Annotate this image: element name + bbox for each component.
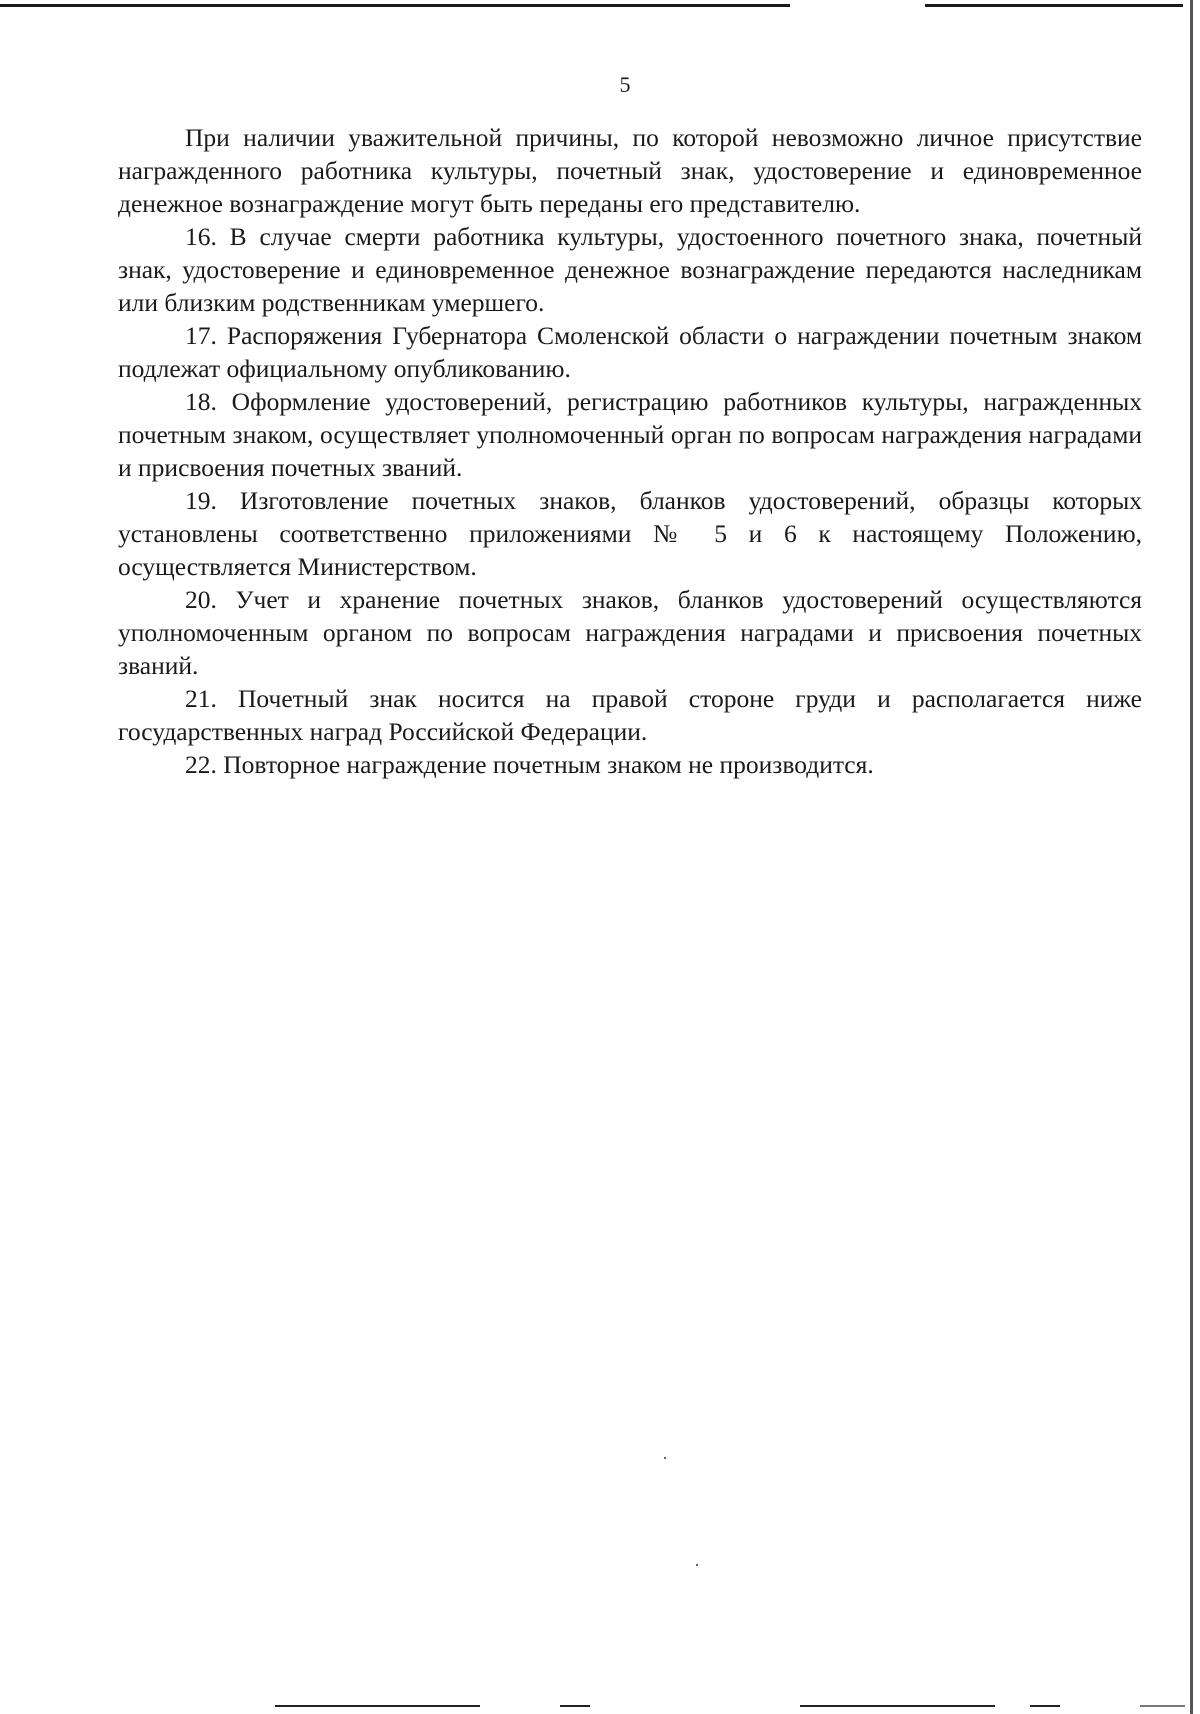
page-number: 5 [619, 72, 631, 97]
paragraph-20: 20. Учет и хранение почетных знаков, бланков удостоверений осуществляются уполномоченным органом по вопросам награждения наградами и присвоения почетных званий. [118, 585, 1142, 680]
scan-speck [664, 1457, 666, 1459]
paragraph-representative: При наличии уважительной причины, по которой невозможно личное присутствие награжденного работника культуры, почетный знак, удостоверение и единовременное денежное вознаграждение могут быть переданы его представителю. [118, 123, 1142, 218]
paragraph-16: 16. В случае смерти работника культуры, удостоенного почетного знака, почетный знак, удостоверение и единовременное денежное вознаграждение передаются наследникам или близким родственникам умершего. [118, 222, 1142, 317]
scan-bottom-line [800, 1705, 995, 1707]
scan-bottom-line [1030, 1705, 1060, 1707]
paragraph-19: 19. Изготовление почетных знаков, бланков удостоверений, образцы которых установлены соответственно приложениями № 5 и 6 к настоящему Положению, осуществляется Министерством. [118, 486, 1142, 581]
scan-top-line-left [0, 4, 790, 7]
scan-bottom-line [275, 1705, 480, 1707]
scan-speck [696, 1564, 698, 1566]
scan-bottom-line [560, 1705, 590, 1707]
paragraph-22: 22. Повторное награждение почетным знаком не производится. [185, 750, 874, 779]
scan-bottom-line [1140, 1705, 1185, 1707]
document-body [118, 121, 1142, 781]
scan-right-edge [1190, 0, 1193, 1714]
paragraph-18: 18. Оформление удостоверений, регистрацию работников культуры, награжденных почетным знаком, осуществляет уполномоченный орган по вопросам награждения наградами и присвоения почетных званий. [118, 387, 1142, 482]
paragraph-17: 17. Распоряжения Губернатора Смоленской области о награждении почетным знаком подлежат официальному опубликованию. [118, 321, 1142, 383]
paragraph-21: 21. Почетный знак носится на правой стороне груди и располагается ниже государственных наград Российской Федерации. [118, 684, 1142, 746]
scan-top-line-right [925, 4, 1183, 7]
